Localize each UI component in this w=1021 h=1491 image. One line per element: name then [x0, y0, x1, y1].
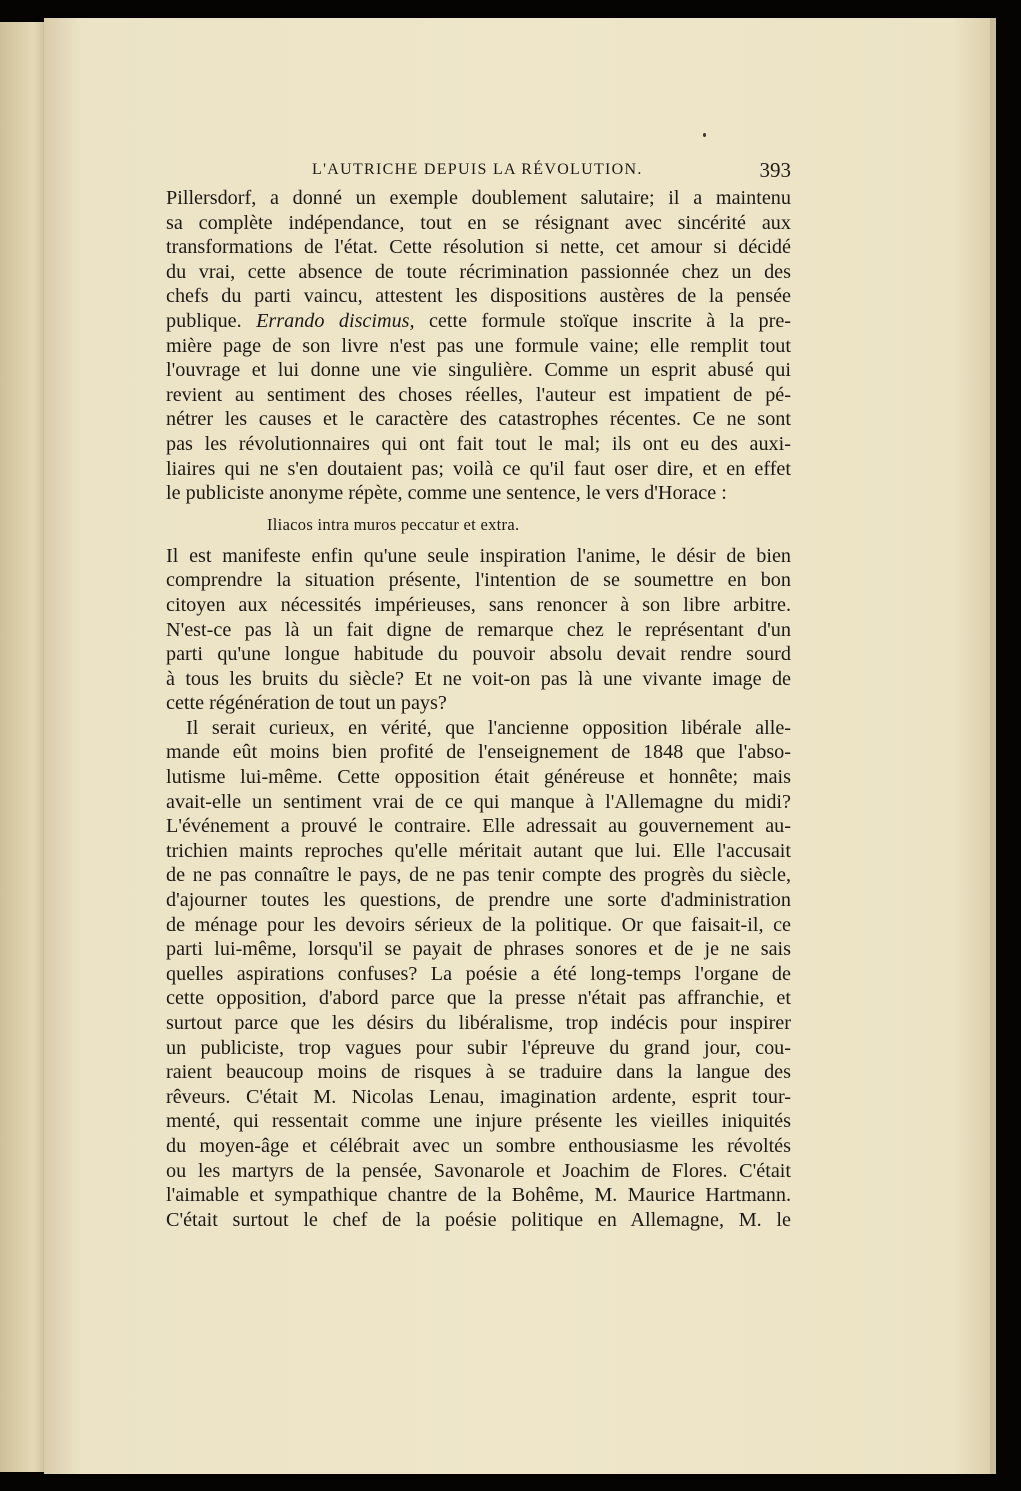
text-line: parti lui-même, lorsqu'il se payait de phrases sonores et de je ne sais: [166, 938, 791, 961]
text-line: quelles aspirations confuses? La poésie a été long-temps l'organe de: [166, 962, 791, 985]
text-line: avait-elle un sentiment vrai de ce qui manque à l'Allemagne du midi?: [166, 790, 791, 813]
text-line: à tous les bruits du siècle? Et ne voit-on pas là une vivante image de: [166, 667, 791, 690]
page-number: 393: [759, 158, 791, 182]
ink-speck: [703, 133, 706, 137]
text-line: N'est-ce pas là un fait digne de remarque chez le représentant d'un: [166, 618, 791, 641]
text-line: du moyen-âge et célébrait avec un sombre enthousiasme les révoltés: [166, 1134, 791, 1157]
text-line: transformations de l'état. Cette résolution si nette, cet amour si décidé: [166, 236, 791, 259]
text-line: un publiciste, trop vagues pour subir l'épreuve du grand jour, cou-: [166, 1036, 791, 1059]
text-line: l'aimable et sympathique chantre de la Bohême, M. Maurice Hartmann.: [166, 1184, 791, 1207]
text-line: sa complète indépendance, tout en se résignant avec sincérité aux: [166, 211, 791, 234]
text-line: d'ajourner toutes les questions, de prendre une sorte d'administration: [166, 889, 791, 912]
text-line: lutisme lui-même. Cette opposition était généreuse et honnête; mais: [166, 766, 791, 789]
text-line: trichien maints reproches qu'elle méritait autant que lui. Elle l'accusait: [166, 839, 791, 862]
text-line: liaires qui ne s'en doutaient pas; voilà ce qu'il faut oser dire, et en effet: [166, 457, 791, 480]
running-title: L'AUTRICHE DEPUIS LA RÉVOLUTION.: [312, 161, 643, 178]
text-line: pas les révolutionnaires qui ont fait tout le mal; ils ont eu des auxi-: [166, 432, 791, 455]
text-line: nétrer les causes et le caractère des catastrophes récentes. Ce ne sont: [166, 408, 791, 431]
text-line: le publiciste anonyme répète, comme une sentence, le vers d'Horace :: [166, 482, 727, 505]
text-line: rêveurs. C'était M. Nicolas Lenau, imagination ardente, esprit tour-: [166, 1085, 791, 1108]
text-line: mande eût moins bien profité de l'enseignement de 1848 que l'abso-: [166, 741, 791, 764]
text-line: Il est manifeste enfin qu'une seule inspiration l'anime, le désir de bien: [166, 544, 791, 567]
text-line: citoyen aux nécessités impérieuses, sans renoncer à son libre arbitre.: [166, 593, 791, 616]
verse-quotation: Iliacos intra muros peccatur et extra.: [267, 514, 520, 534]
text-line: parti qu'une longue habitude du pouvoir absolu devait rendre sourd: [166, 643, 791, 666]
text-line: C'était surtout le chef de la poésie politique en Allemagne, M. le: [166, 1208, 791, 1231]
text-line: Il serait curieux, en vérité, que l'ancienne opposition libérale alle-: [186, 716, 791, 739]
text-line: chefs du parti vaincu, attestent les dispositions austères de la pensée: [166, 285, 791, 308]
text-line: L'événement a prouvé le contraire. Elle adressait au gouvernement au-: [166, 815, 791, 838]
latin-motto: Errando discimus,: [256, 309, 415, 332]
page-edge: [990, 18, 996, 1474]
text-line: de ménage pour les devoirs sérieux de la politique. Or que faisait-il, ce: [166, 913, 791, 936]
text-line: comprendre la situation présente, l'intention de se soumettre en bon: [166, 569, 791, 592]
text-line: revient au sentiment des choses réelles, l'auteur est impatient de pé-: [166, 383, 791, 406]
text-line: surtout parce que les désirs du libéralisme, trop indécis pour inspirer: [166, 1012, 791, 1034]
text-line: l'ouvrage et lui donne une vie singulière. Comme un esprit abusé qui: [166, 359, 791, 382]
text-line: raient beaucoup moins de risques à se traduire dans la langue des: [166, 1061, 791, 1084]
line-end: cette formule stoïque inscrite à la pre-: [414, 309, 792, 332]
text-line: cette régénération de tout un pays?: [166, 692, 447, 715]
text-line: cette opposition, d'abord parce que la presse n'était pas affranchie, et: [166, 987, 791, 1010]
text-line: ou les martyrs de la pensée, Savonarole et Joachim de Flores. C'était: [166, 1159, 791, 1182]
text-line: menté, qui ressentait comme une injure présente les vieilles iniquités: [166, 1110, 791, 1133]
text-line: mière page de son livre n'est pas une formule vaine; elle remplit tout: [166, 334, 791, 357]
text-line: du vrai, cette absence de toute récrimination passionnée chez un des: [166, 260, 791, 283]
running-head: [166, 158, 791, 186]
body-text: [166, 186, 791, 1232]
text-line: de ne pas connaître le pays, de ne pas tenir compte des progrès du siècle,: [166, 864, 791, 887]
line-start: publique.: [166, 309, 257, 332]
text-line: Pillersdorf, a donné un exemple doublement salutaire; il a maintenu: [166, 187, 791, 209]
text-line-with-italic: [166, 309, 791, 334]
